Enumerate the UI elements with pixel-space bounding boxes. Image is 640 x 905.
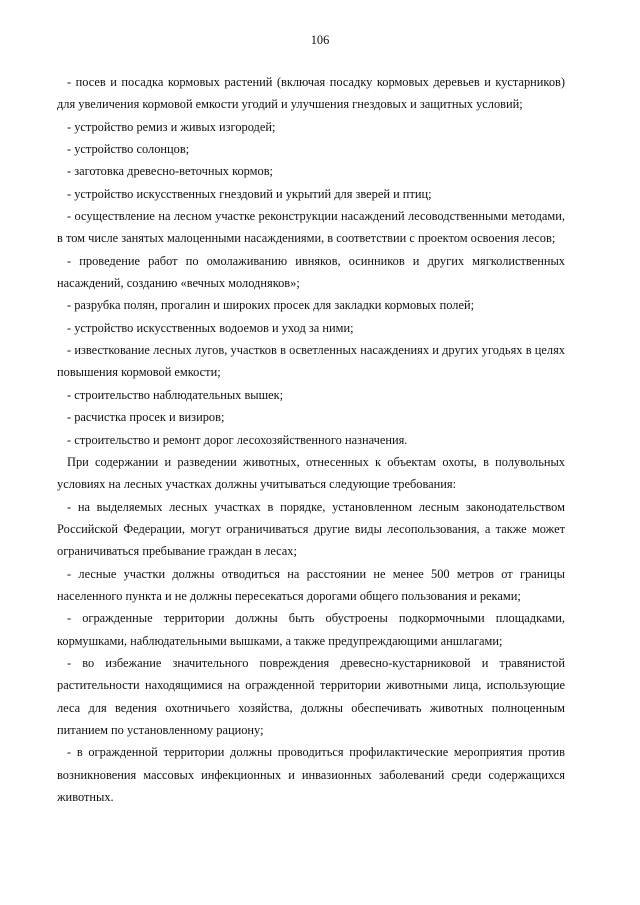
paragraph: - посев и посадка кормовых растений (включая посадку кормовых деревьев и кустарников) для увеличения кормовой емкости угодий и улучшения гнездовых и защитных условий; <box>57 75 565 112</box>
paragraph: - на выделяемых лесных участках в порядке, установленном лесным законодательством Российской Федерации, могут ограничиваться другие виды лесопользования, а также может ограничиваться пребывание граждан в лесах; <box>57 499 565 559</box>
paragraph: При содержании и разведении животных, отнесенных к объектам охоты, в полувольных условиях на лесных участках должны учитываться следующие требования: <box>57 454 565 492</box>
paragraph: - лесные участки должны отводиться на расстоянии не менее 500 метров от границы населенного пункта и не должны пересекаться дорогами общего пользования и реками; <box>57 566 565 603</box>
paragraph: - устройство ремиз и живых изгородей; <box>67 119 276 134</box>
paragraph: - заготовка древесно-веточных кормов; <box>67 164 273 179</box>
page-number: 106 <box>310 33 330 47</box>
paragraph: - во избежание значительного повреждения древесно-кустарниковой и травянистой растительности находящимися на огражденной территории животными лица, использующие леса для ведения охотничьего хозяйства, должны обеспечивать животных полноценным питанием по установленному рациону; <box>57 655 565 737</box>
paragraph: - устройство солонцов; <box>67 142 190 157</box>
paragraph: - расчистка просек и визиров; <box>67 410 225 425</box>
paragraph: - разрубка полян, прогалин и широких просек для закладки кормовых полей; <box>67 298 475 313</box>
paragraph: - огражденные территории должны быть обустроены подкормочными площадками, кормушками, наблюдательными вышками, а также предупреждающими аншлагами; <box>57 611 565 648</box>
paragraph: - устройство искусственных гнездовий и укрытий для зверей и птиц; <box>67 186 432 201</box>
document-body <box>57 71 565 808</box>
paragraph: - в огражденной территории должны проводиться профилактические мероприятия против возникновения массовых инфекционных и инвазионных заболеваний среди содержащихся животных. <box>57 745 565 804</box>
paragraph: - строительство и ремонт дорог лесохозяйственного назначения. <box>67 432 408 447</box>
paragraph: - осуществление на лесном участке реконструкции насаждений лесоводственными методами, в том числе занятых малоценными насаждениями, в соответствии с проектом освоения лесов; <box>57 209 565 246</box>
paragraph: - известкование лесных лугов, участков в осветленных насаждениях и других угодьях в целях повышения кормовой емкости; <box>57 343 565 380</box>
paragraph: - устройство искусственных водоемов и уход за ними; <box>67 320 354 335</box>
paragraph: - проведение работ по омолаживанию ивняков, осинников и других мягколиственных насаждений, созданию «вечных молодняков»; <box>57 253 565 291</box>
paragraph: - строительство наблюдательных вышек; <box>67 387 284 402</box>
